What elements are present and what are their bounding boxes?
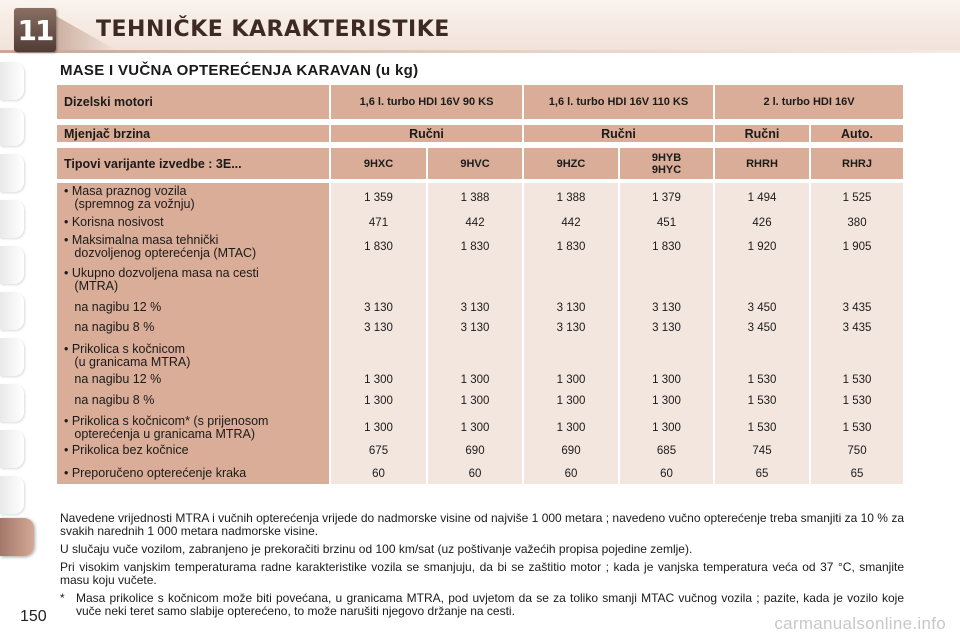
table-body xyxy=(57,183,903,484)
table-cell: 1 359 xyxy=(364,192,393,204)
table-cell: 1 300 xyxy=(556,422,586,434)
side-tab[interactable] xyxy=(0,62,24,100)
table-cell: 3 435 xyxy=(842,302,872,314)
gearbox-header: Ručni xyxy=(331,125,522,142)
gearbox-header: Ručni xyxy=(715,125,809,142)
table-cell: 60 xyxy=(660,468,673,480)
table-cell: 3 130 xyxy=(556,302,586,314)
row-label: • Maksimalna masa tehnički dozvoljenog opterećenja (MTAC) xyxy=(64,233,257,260)
engine-header: 2 l. turbo HDI 16V xyxy=(715,85,903,119)
table-cell: 3 130 xyxy=(364,322,393,334)
table-cell: 1 530 xyxy=(842,422,872,434)
table-cell: 1 830 xyxy=(556,241,586,253)
variant-row xyxy=(57,148,903,179)
note-paragraph: Navedene vrijednosti MTRA i vučnih opterećenja vrijede do nadmorske visine od najviše 1 000 metara ; navedeno vučno opterećenje treba smanjiti za 10 % za svakih narednih 1 000 metara nadmorske visine. xyxy=(60,511,904,538)
table-cell: 1 300 xyxy=(652,422,681,434)
table-cell: 1 530 xyxy=(747,422,777,434)
gearbox-row xyxy=(57,125,903,142)
engine-header: 1,6 l. turbo HDI 16V 90 KS xyxy=(331,85,522,119)
table-cell: 675 xyxy=(368,445,389,457)
variant-header: 9HZC xyxy=(524,148,618,179)
table-cell: 690 xyxy=(561,445,581,457)
side-tab[interactable] xyxy=(0,476,24,514)
engine-label: Dizelski motori xyxy=(57,85,329,119)
table-cell: 65 xyxy=(850,468,864,480)
row-label: • Masa praznog vozila (spremnog za vožnju) xyxy=(64,184,195,211)
variant-header: RHRJ xyxy=(811,148,903,179)
table-cell: 1 530 xyxy=(747,374,777,386)
table-cell: 1 525 xyxy=(842,192,872,204)
table-cell: 1 530 xyxy=(747,395,777,407)
table-cell: 1 494 xyxy=(747,192,777,204)
row-label: • Prikolica s kočnicom (u granicama MTRA) xyxy=(64,342,191,369)
row-label: na nagibu 12 % xyxy=(64,372,162,386)
gearbox-header: Ručni xyxy=(524,125,713,142)
table-cell: 1 300 xyxy=(364,395,393,407)
table-cell: 451 xyxy=(656,217,677,229)
table-cell: 1 300 xyxy=(556,374,586,386)
table-cell: 1 300 xyxy=(364,374,393,386)
gearbox-label: Mjenjač brzina xyxy=(57,125,329,142)
section-title: MASE I VUČNA OPTEREĆENJA KARAVAN (u kg) xyxy=(60,62,419,79)
table-cell: 3 130 xyxy=(364,302,393,314)
table-cell: 1 300 xyxy=(556,395,586,407)
table-cell: 1 300 xyxy=(460,422,490,434)
table-cell: 60 xyxy=(564,468,578,480)
table-cell: 3 450 xyxy=(747,302,777,314)
row-label: na nagibu 12 % xyxy=(64,300,162,314)
table-cell: 60 xyxy=(468,468,482,480)
footnote-marker: * xyxy=(60,591,65,605)
row-label: • Prikolica bez kočnice xyxy=(64,443,189,457)
note-paragraph: Pri visokim vanjskim temperaturama radne karakteristike vozila se smanjuju, da bi se zaštitio motor ; kada je vanjska temperatura veća od 37 °C, smanjite masu koju vučete. xyxy=(60,560,904,587)
chapter-title: TEHNIČKE KARAKTERISTIKE xyxy=(96,17,450,42)
table-cell: 690 xyxy=(465,445,485,457)
table-cell: 1 530 xyxy=(842,374,872,386)
row-label: • Preporučeno opterećenje kraka xyxy=(64,466,247,480)
table-cell: 471 xyxy=(368,217,389,229)
side-tab[interactable] xyxy=(0,292,24,330)
table-cell: 1 388 xyxy=(556,192,586,204)
variant-label: Tipovi varijante izvedbe : 3E... xyxy=(57,148,329,179)
table-cell: 60 xyxy=(372,468,385,480)
table-cell: 1 300 xyxy=(460,374,490,386)
table-cell: 65 xyxy=(755,468,769,480)
side-tab[interactable] xyxy=(0,430,24,468)
table-cell: 1 300 xyxy=(460,395,490,407)
row-label: • Ukupno dozvoljena masa na cesti (MTRA) xyxy=(64,266,259,293)
side-tab[interactable] xyxy=(0,384,24,422)
table-cell: 442 xyxy=(465,217,485,229)
table-cell: 3 130 xyxy=(652,302,681,314)
table-cell: 1 830 xyxy=(460,241,490,253)
table-cell: 1 300 xyxy=(652,374,681,386)
variant-header: RHRH xyxy=(715,148,809,179)
table-cell: 380 xyxy=(847,217,867,229)
variant-header: 9HVC xyxy=(428,148,522,179)
table-cell: 685 xyxy=(656,445,677,457)
side-tab[interactable] xyxy=(0,108,24,146)
table-cell: 3 130 xyxy=(556,322,586,334)
table-cell: 3 130 xyxy=(652,322,681,334)
page-number: 150 xyxy=(20,608,47,625)
table-cell: 1 905 xyxy=(842,241,872,253)
table-cell: 1 300 xyxy=(364,422,393,434)
side-tab[interactable] xyxy=(0,246,24,284)
table-cell: 1 830 xyxy=(364,241,393,253)
table-cell: 1 920 xyxy=(747,241,777,253)
row-label: na nagibu 8 % xyxy=(64,320,155,334)
table-cell: 745 xyxy=(752,445,772,457)
table-cell: 1 388 xyxy=(460,192,490,204)
table-cell: 442 xyxy=(561,217,581,229)
table-cell: 426 xyxy=(752,217,772,229)
engine-header: 1,6 l. turbo HDI 16V 110 KS xyxy=(524,85,713,119)
row-label: • Korisna nosivost xyxy=(64,215,164,229)
side-tab[interactable] xyxy=(0,200,24,238)
header-divider xyxy=(0,50,960,53)
table-cell: 1 300 xyxy=(652,395,681,407)
watermark: carmanualsonline.info xyxy=(774,614,946,633)
row-label: • Prikolica s kočnicom* (s prijenosom opterećenja u granicama MTRA) xyxy=(64,414,269,441)
table-cell: 750 xyxy=(847,445,867,457)
table-cell: 1 530 xyxy=(842,395,872,407)
variant-header: 9HXC xyxy=(331,148,426,179)
engine-row xyxy=(57,85,903,119)
note-paragraph: U slučaju vuče vozilom, zabranjeno je prekoračiti brzinu od 100 km/sat (uz poštivanje važećih propisa pojedine zemlje). xyxy=(60,542,693,556)
table-cell: 3 450 xyxy=(747,322,777,334)
gearbox-header: Auto. xyxy=(811,125,903,142)
table-cell: 3 130 xyxy=(460,302,490,314)
side-tab-active[interactable] xyxy=(0,518,34,556)
table-cell: 3 435 xyxy=(842,322,872,334)
chapter-number: 11 xyxy=(17,14,53,47)
side-tab[interactable] xyxy=(0,338,24,376)
table-cell: 1 379 xyxy=(652,192,681,204)
footnote-text: Masa prikolice s kočnicom može biti povećana, u granicama MTRA, pod uvjetom da se za toliko smanji MTAC vučnog vozila ; pazite, kada je vozilo koje vuče neki teret samo slabije opterećeno, to može narušiti njegovo držanje na cesti. xyxy=(76,591,904,618)
side-tab[interactable] xyxy=(0,154,24,192)
chapter-badge xyxy=(14,8,56,52)
variant-header: 9HYB 9HYC xyxy=(620,148,713,179)
table-cell: 1 830 xyxy=(652,241,681,253)
row-label: na nagibu 8 % xyxy=(64,393,155,407)
table-cell: 3 130 xyxy=(460,322,490,334)
notes-section xyxy=(60,512,904,623)
